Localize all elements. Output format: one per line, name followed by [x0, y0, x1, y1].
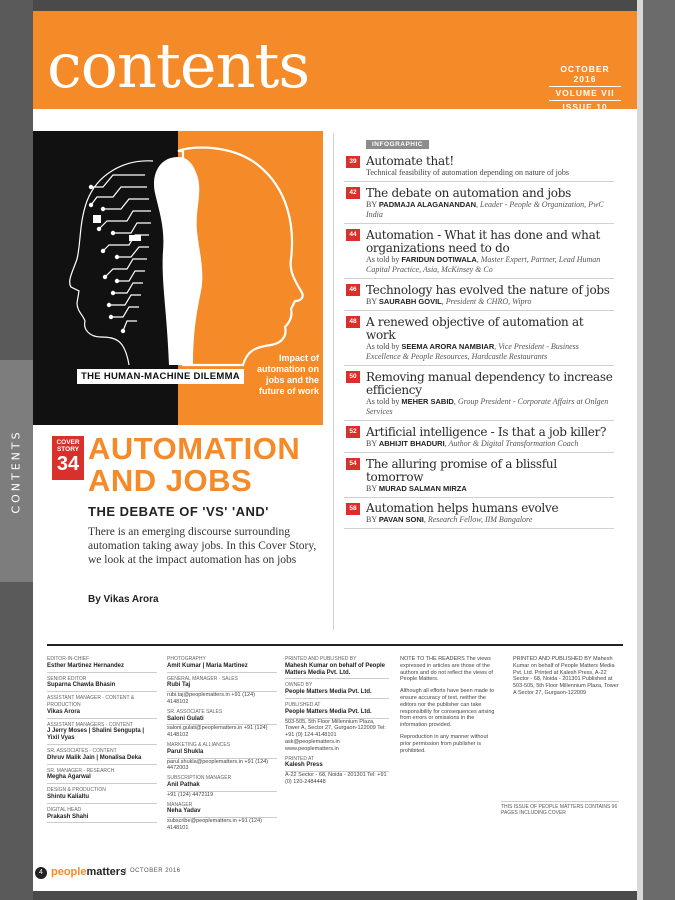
note-paragraph: PRINTED AND PUBLISHED BY Mahesh Kumar on behalf of People Matters Media Pvt. Ltd. Printed at Kalesh Press, A-22 Sector - 68, Noida - 201301 Published at 503-505, 5th Floor Millennium Plaza, Tower A Sector 27, Gurgaon-122009	[513, 656, 619, 696]
credit-entry	[47, 807, 157, 824]
credit-entry	[47, 768, 157, 785]
credit-entry	[285, 702, 389, 753]
cover-story-author: By Vikas Arora	[88, 594, 159, 605]
toc-byline: As told by SEEMA ARORA NAMBIAR, Vice President - Business Excellence & People Resources, Hardcastle Restaurants	[366, 342, 579, 361]
credit-entry	[167, 676, 277, 706]
credit-role: SR. MANAGER - RESEARCH	[47, 767, 115, 774]
toc-author: ABHIJIT BHADURI	[378, 439, 445, 448]
page-stack-edge	[637, 0, 643, 900]
credit-entry	[47, 722, 157, 745]
issue-number: ISSUE 10	[562, 102, 608, 112]
credits-editorial	[47, 656, 157, 826]
toc-entry[interactable]	[344, 224, 614, 279]
credit-entry	[47, 695, 157, 718]
credit-entry	[47, 748, 157, 765]
credit-name: Kalesh Press	[285, 762, 389, 772]
contents-header	[33, 11, 637, 112]
credit-role: SR. ASSOCIATES - CONTENT	[47, 747, 117, 754]
toc-page-number: 52	[346, 426, 360, 438]
cover-story-label: COVER STORY	[56, 439, 80, 453]
credit-entry	[285, 656, 389, 679]
toc-author: MEHER SABID	[401, 397, 454, 406]
credit-entry	[285, 682, 389, 699]
credit-entry	[47, 656, 157, 673]
toc-author-role: , Group President - Corporate Affairs at Onlgen Services	[366, 397, 609, 416]
credit-entry	[167, 802, 277, 832]
toc-entry[interactable]	[344, 311, 614, 366]
credit-entry	[167, 656, 277, 673]
toc-title: Removing manual dependency to increase efficiency	[366, 370, 613, 397]
toc-author: PADMAJA ALAGANANDAN	[378, 200, 477, 209]
note-paragraph: Reproduction in any manner without prior permission from publisher is prohibited.	[400, 733, 489, 754]
section-tag: INFOGRAPHIC	[366, 140, 429, 149]
credit-name: Vikas Arora	[47, 709, 157, 719]
credit-name: Neha Yadav	[167, 808, 277, 818]
credit-entry	[167, 709, 277, 739]
credit-entry	[167, 775, 277, 798]
toc-page-number: 42	[346, 187, 360, 199]
credit-role: SENIOR EDITOR	[47, 675, 87, 682]
toc-entry[interactable]	[344, 182, 614, 224]
credit-name: Suparna Chawla Bhasin	[47, 682, 157, 692]
credit-role: OWNED BY	[285, 682, 313, 689]
cover-story-subtitle: THE DEBATE OF 'VS' 'AND'	[88, 504, 269, 519]
cover-story-description: There is an emerging discourse surrounding automation taking away jobs. In this Cover Story, we look at the impact automation has on jobs	[88, 526, 317, 566]
toc-entry[interactable]	[344, 366, 614, 421]
toc-entry[interactable]	[344, 279, 614, 311]
credit-name: Prakash Shahi	[47, 814, 157, 824]
toc-page-number: 54	[346, 458, 360, 470]
credits-sales	[167, 656, 277, 835]
credit-contact: rubi.taj@peoplematters.in +91 (124) 4148102	[167, 692, 255, 705]
brand-part-a: people	[51, 866, 87, 878]
toc-entry[interactable]	[344, 151, 614, 182]
section-tab[interactable]	[0, 360, 33, 582]
credit-entry	[47, 676, 157, 693]
credit-role: PHOTOGRAPHY	[167, 656, 206, 662]
credit-name: Rubi Taj	[167, 682, 277, 692]
credit-name: Dhruv Malik Jain | Monalisa Deka	[47, 755, 157, 765]
cover-impact-text: Impact of automation on jobs and the future of work	[257, 353, 319, 396]
toc-entry[interactable]	[344, 421, 614, 453]
page-number: 4	[35, 867, 47, 879]
credit-role: GENERAL MANAGER - SALES	[167, 675, 238, 682]
toc-author: SAURABH GOVIL	[378, 297, 442, 306]
credit-role: SR. ASSOCIATE SALES	[167, 708, 223, 715]
credit-entry	[285, 756, 389, 786]
toc-page-number: 44	[346, 229, 360, 241]
divider-rule	[47, 644, 623, 646]
credit-contact: subscribe@peoplematters.in +91 (124) 4148101	[167, 818, 263, 831]
toc-page-number: 48	[346, 316, 360, 328]
credits-publishing	[285, 656, 389, 789]
toc-title: The alluring promise of a blissful tomorrow	[366, 457, 557, 484]
credit-role: PUBLISHED AT	[285, 701, 321, 708]
cover-image[interactable]	[33, 131, 323, 425]
magazine-page	[33, 11, 637, 891]
credit-role: MANAGER	[167, 801, 193, 808]
credit-role: SUBSCRIPTION MANAGER	[167, 775, 232, 782]
credit-contact: +91 (124) 4472119	[167, 791, 214, 798]
toc-byline: BY ABHIJIT BHADURI, Author & Digital Transformation Coach	[366, 439, 579, 448]
toc-title: The debate on automation and jobs	[366, 186, 571, 200]
credit-name: Mahesh Kumar on behalf of People Matters Media Pvt. Ltd.	[285, 663, 389, 680]
brand-part-b: matters	[86, 866, 127, 878]
credit-role: EDITOR-IN-CHIEF	[47, 656, 90, 662]
toc-author-role: , Master Expert, Partner, Lead Human Capital Practice, Asia, McKinsey & Co	[366, 255, 601, 274]
toc-author: FARIDUN DOTIWALA	[401, 255, 477, 264]
toc-title: Technology has evolved the nature of jobs	[366, 283, 610, 297]
toc-description: Technical feasibility of automation depending on nature of jobs	[366, 168, 569, 177]
toc-page-number: 39	[346, 156, 360, 168]
toc-entry[interactable]	[344, 498, 614, 529]
toc-author-role: , Leader - People & Organization, PwC India	[366, 200, 604, 219]
credit-entry	[167, 742, 277, 772]
cover-story-title[interactable]: AUTOMATION AND JOBS	[88, 431, 301, 498]
note-paragraph: NOTE TO THE READERS The views expressed in articles are those of the authors and do not reflect the views of People Matters.	[400, 656, 493, 683]
credit-name: Shintu Kalialtu	[47, 794, 157, 804]
section-tab-label: CONTENTS	[10, 428, 24, 514]
credits-printer	[513, 656, 623, 702]
page-footer	[33, 863, 637, 891]
toc-author-role: , Author & Digital Transformation Coach	[444, 439, 579, 448]
table-of-contents	[344, 133, 614, 529]
credit-contact: A-22 Sector - 68, Noida - 201301 Tel: +91 (0) 120-2484448	[285, 772, 387, 785]
credit-role: ASSISTANT MANAGERS - CONTENT	[47, 721, 133, 728]
brand-logo	[51, 866, 126, 878]
credit-contact: parul.shukla@peoplematters.in +91 (124) 4472003	[167, 758, 269, 772]
credit-role: PRINTED AND PUBLISHED BY	[285, 656, 357, 662]
toc-byline: BY SAURABH GOVIL, President & CHRO, Wipro	[366, 297, 532, 306]
credit-name: Parul Shukla	[167, 749, 277, 759]
cover-caption: THE HUMAN-MACHINE DILEMMA	[77, 369, 244, 384]
column-divider	[333, 133, 334, 630]
credit-role: DIGITAL HEAD	[47, 806, 82, 813]
page-title: contents	[47, 29, 310, 102]
credits-notes	[400, 656, 498, 759]
credit-role: ASSISTANT MANAGER - CONTENT & PRODUCTION	[47, 695, 135, 708]
credit-entry	[47, 787, 157, 804]
toc-author-role: , President & CHRO, Wipro	[441, 297, 532, 306]
footer-date: OCTOBER 2016	[125, 868, 181, 874]
toc-title: A renewed objective of automation at work	[366, 315, 584, 342]
credit-contact: saloni.gulati@peoplematters.in +91 (124) 4148102	[167, 725, 268, 739]
issue-info	[549, 63, 621, 114]
toc-byline: BY PADMAJA ALAGANANDAN, Leader - People & Organization, PwC India	[366, 200, 604, 219]
credit-name: Esther Martinez Hernandez	[47, 663, 157, 673]
cover-story-badge[interactable]	[52, 436, 84, 480]
page-count-note: THIS ISSUE OF PEOPLE MATTERS CONTAINS 96 PAGES INCLUDING COVER	[501, 801, 619, 816]
toc-page-number: 58	[346, 503, 360, 515]
toc-author-role: , Vice President - Business Excellence & People Resources, Hardcastle Restaurants	[366, 342, 579, 361]
credit-name: Anil Pathak	[167, 782, 277, 792]
toc-title: Artificial intelligence - Is that a job killer?	[366, 425, 607, 439]
cover-story-page: 34	[56, 453, 80, 475]
toc-author-role: , Research Fellow, IIM Bangalore	[423, 515, 533, 524]
toc-title: Automation helps humans evolve	[366, 501, 559, 515]
toc-entry[interactable]	[344, 453, 614, 498]
toc-byline: As told by MEHER SABID, Group President - Corporate Affairs at Onlgen Services	[366, 397, 609, 416]
toc-page-number: 50	[346, 371, 360, 383]
toc-title: Automate that!	[366, 154, 454, 168]
toc-byline: BY PAVAN SONI, Research Fellow, IIM Bangalore	[366, 515, 533, 524]
toc-byline: BY MURAD SALMAN MIRZA	[366, 484, 467, 493]
credit-role: DESIGN & PRODUCTION	[47, 787, 106, 794]
credit-role: PRINTED AT	[285, 755, 315, 762]
toc-author: MURAD SALMAN MIRZA	[378, 484, 467, 493]
credit-name: Megha Agarwal	[47, 774, 157, 784]
credit-name: People Matters Media Pvt. Ltd.	[285, 709, 389, 719]
credit-contact: 503-505, 5th Floor Millennium Plaza, Tower A, Sector 27, Gurgaon-122009 Tel: +91 (0) 124-4148101 ask@peoplematters.in www.peoplematters.in	[285, 718, 386, 752]
toc-author: PAVAN SONI	[378, 515, 424, 524]
credit-name: J Jerry Moses | Shalini Sengupta | Yixil Vyas	[47, 728, 157, 745]
note-paragraph: Although all efforts have been made to ensure accuracy of text, neither the editors nor the publisher can take responsibility for consequences arising from errors or omissions in the information provided.	[400, 688, 495, 729]
issue-volume: VOLUME VII	[549, 87, 621, 101]
toc-author: SEEMA ARORA NAMBIAR	[401, 342, 495, 351]
toc-title: Automation - What it has done and what organizations need to do	[366, 228, 600, 255]
credit-name: Saloni Gulati	[167, 716, 277, 726]
credits-block	[47, 656, 623, 856]
toc-byline: As told by FARIDUN DOTIWALA, Master Expert, Partner, Lead Human Capital Practice, Asia, McKinsey & Co	[366, 255, 601, 274]
credit-name: Amit Kumar | Maria Martinez	[167, 663, 277, 673]
credit-role: MARKETING & ALLIANCES	[167, 741, 231, 748]
credit-name: People Matters Media Pvt. Ltd.	[285, 689, 389, 699]
issue-date: OCTOBER 2016	[549, 63, 621, 87]
toc-page-number: 46	[346, 284, 360, 296]
